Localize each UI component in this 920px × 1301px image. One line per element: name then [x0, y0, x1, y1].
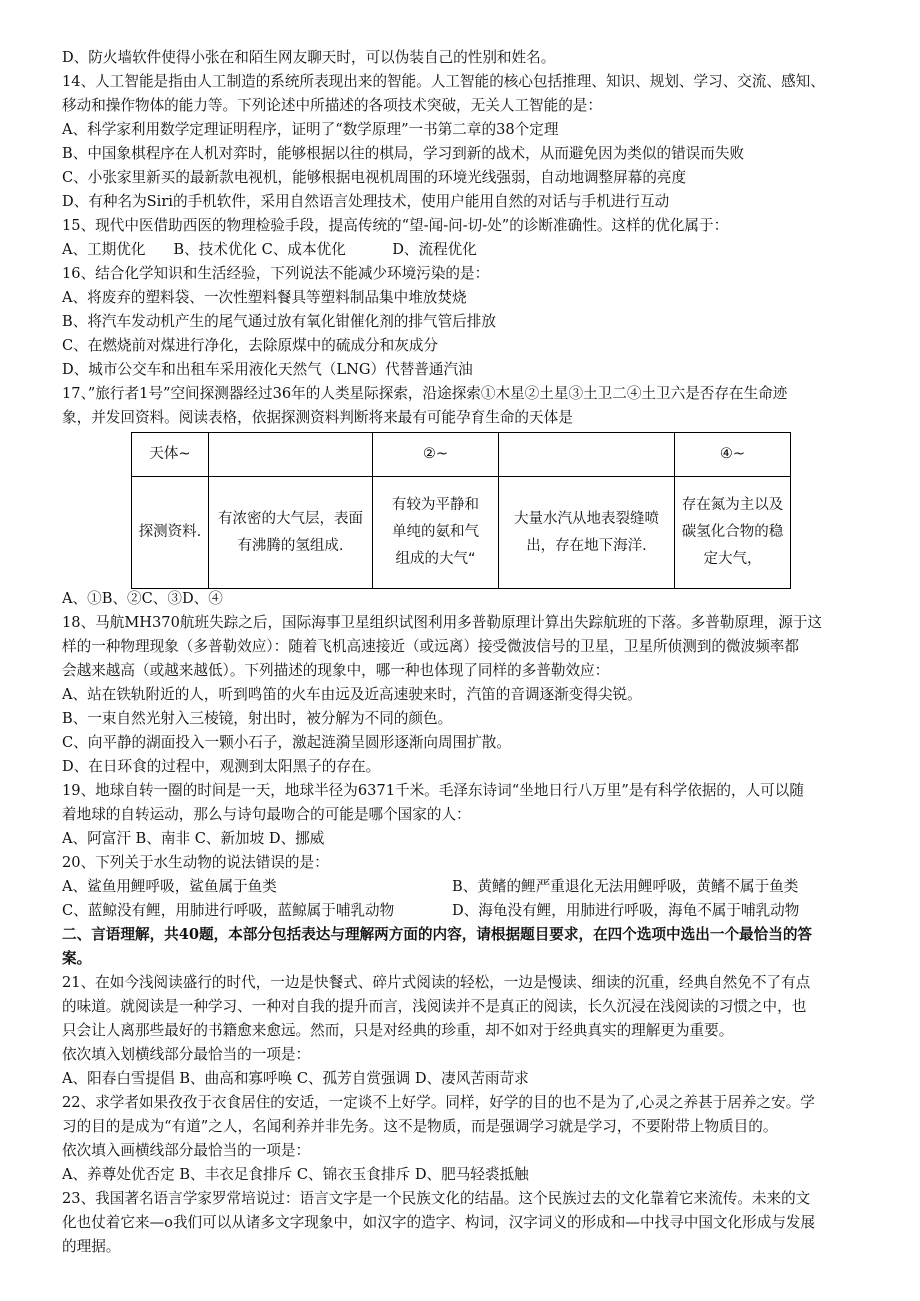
q14-stem-line1: 14、人工智能是指由人工制造的系统所表现出来的智能。人工智能的核心包括推理、知识、规划、学习、交流、感知、 — [62, 73, 825, 90]
q18-stem-line1: 18、马航MH370航班失踪之后，国际海事卫星组织试图利用多普勒原理计算出失踪航班的下落。多普勒原理，源于这 — [62, 614, 823, 631]
q17-options: A、①B、②C、③D、④ — [62, 590, 223, 607]
q15-stem: 15、现代中医借助西医的物理检验手段，提高传统的“望-闻-问-切-处”的诊断准确性。这样的优化属于： — [62, 217, 729, 234]
q19-stem-line2: 着地球的自转运动，那么与诗句最吻合的可能是哪个国家的人： — [62, 806, 471, 823]
table-data-row — [132, 477, 791, 589]
q14-option-c: C、小张家里新买的最新款电视机，能够根据电视机周围的环境光线强弱，自动地调整屏幕的亮度 — [62, 169, 687, 186]
table-cell — [499, 477, 675, 589]
q20-option-c: C、蓝鲸没有鲤，用肺进行呼吸，蓝鲸属于哺乳动物 — [62, 902, 395, 919]
q23-stem-line3: 的理据。 — [62, 1238, 121, 1255]
table-header-cell: ④~ — [675, 433, 791, 477]
q15-options: A、工期优化 B、技术优化 C、成本优化 D、流程优化 — [62, 241, 477, 258]
q18-option-c: C、向平静的湖面投入一颗小石子，激起涟漪呈圆形逐渐向周围扩散。 — [62, 734, 511, 751]
table-cell-line: 有沸腾的氢组成. — [237, 537, 344, 554]
q20-option-b: B、黄鳍的鲤严重退化无法用鲤呼吸，黄鳍不属于鱼类 — [452, 878, 799, 895]
table-header-cell: 天体~ — [132, 433, 209, 477]
q18-stem-line2: 样的一种物理现象（多普勒效应）：随着飞机高速接近（或远离）接受微波信号的卫星，卫星所侦测到的微波频率都 — [62, 638, 799, 655]
q22-stem-line2: 习的目的是成为“有道”之人，名闻利养并非先务。这不是物质，而是强调学习就是学习，不要附带上物质目的。 — [62, 1118, 778, 1135]
q16-option-b: B、将汽车发动机产生的尾气通过放有氧化钳催化剂的排气管后排放 — [62, 313, 496, 330]
q21-instruction: 依次填入划横线部分最恰当的一项是： — [62, 1046, 311, 1063]
q13-option-d: D、防火墙软件使得小张在和陌生网友聊天时，可以伪装自己的性别和姓名。 — [62, 49, 556, 66]
probe-data-table — [131, 432, 791, 589]
table-cell-line: 组成的大气“ — [395, 551, 476, 567]
q20-stem: 20、下列关于水生动物的说法错误的是： — [62, 854, 329, 871]
table-cell-line: 定大气， — [703, 551, 762, 567]
q21-stem-line2: 的味道。就阅读是一种学习、一种对自我的提升而言，浅阅读并不是真正的阅读，长久沉浸在浅阅读的习惯之中，也 — [62, 998, 807, 1015]
q19-stem-line1: 19、地球自转一圈的时间是一天，地球半径为6371千米。毛泽东诗词“坐地日行八万里”是有科学依据的，人可以随 — [62, 782, 804, 799]
table-cell-line: 有浓密的大气层，表面 — [218, 510, 363, 527]
table-header-cell: ②~ — [373, 433, 499, 477]
table-cell — [209, 477, 373, 589]
table-cell — [675, 477, 791, 589]
table-cell — [373, 477, 499, 589]
q16-option-a: A、将废弃的塑料袋、一次性塑料餐具等塑料制品集中堆放焚烧 — [62, 289, 467, 306]
q14-option-a: A、科学家利用数学定理证明程序，证明了“数学原理”一书第二章的38个定理 — [62, 121, 559, 138]
q18-option-d: D、在日环食的过程中，观测到太阳黑子的存在。 — [62, 758, 381, 775]
q22-options: A、养尊处优否定 B、丰衣足食排斥 C、锦衣玉食排斥 D、肥马轻裘抵触 — [62, 1166, 529, 1183]
q23-stem-line2: 化也仗着它来—o我们可以从诸多文字现象中，如汉字的造字、构词，汉字词义的形成和—中找寻中国文化形成与发展 — [62, 1214, 816, 1231]
q20-option-a: A、鲨鱼用鲤呼吸，鲨鱼属于鱼类 — [62, 878, 277, 895]
q21-options: A、阳春白雪提倡 B、曲高和寡呼唤 C、孤芳自赏强调 D、凄风苦雨苛求 — [62, 1070, 529, 1087]
q23-stem-line1: 23、我国著名语言学家罗常培说过：语言文字是一个民族文化的结晶。这个民族过去的文化靠着它来流传。未来的文 — [62, 1190, 811, 1207]
q18-stem-line3: 会越来越高（或越来越低）。下列描述的现象中，哪一种也体现了同样的多普勒效应： — [62, 662, 610, 679]
table-header-cell — [499, 433, 675, 477]
q14-option-d: D、有种名为Siri的手机软件，采用自然语言处理技术，使用户能用自然的对话与手机进行互动 — [62, 193, 670, 210]
q16-option-c: C、在燃烧前对煤进行净化，去除原煤中的硫成分和灰成分 — [62, 337, 439, 354]
section-heading-line1: 二、言语理解，共40题，本部分包括表达与理解两方面的内容，请根据题目要求，在四个选项中选出一个最恰当的答 — [62, 926, 813, 943]
q21-stem-line1: 21、在如今浅阅读盛行的时代，一边是快餐式、碎片式阅读的轻松，一边是慢读、细读的沉重，经典自然免不了有点 — [62, 974, 811, 991]
section-heading-line2: 案。 — [62, 950, 92, 967]
q18-option-b: B、一束自然光射入三棱镜，射出时，被分解为不同的颜色。 — [62, 710, 453, 727]
q19-options: A、阿富汗 B、南非 C、新加坡 D、挪威 — [62, 830, 325, 847]
table-cell-line: 有较为平静和 — [392, 497, 479, 513]
table-header-row — [132, 433, 791, 477]
q16-option-d: D、城市公交车和出租车采用液化天然气（LNG）代替普通汽油 — [62, 361, 473, 378]
table-header-cell — [209, 433, 373, 477]
q21-stem-line3: 只会让人离那些最好的书籍愈来愈远。然而，只是对经典的珍重，却不如对于经典真实的理解更为重要。 — [62, 1022, 734, 1039]
table-cell-line: 存在氮为主以及 — [681, 497, 784, 513]
table-cell-line: 单纯的氨和气 — [392, 524, 479, 540]
table-cell-line: 碳氢化合物的稳 — [681, 524, 784, 540]
table-cell-line: 大量水汽从地表裂缝喷 — [514, 510, 659, 527]
q14-option-b: B、中国象棋程序在人机对弈时，能够根据以往的棋局，学习到新的战术，从而避免因为类似的错误而失败 — [62, 145, 745, 162]
q16-stem: 16、结合化学知识和生活经验，下列说法不能减少环境污染的是： — [62, 265, 490, 282]
table-cell-line: 出，存在地下海洋. — [526, 537, 647, 554]
q22-instruction: 依次填入画横线部分最恰当的一项是： — [62, 1142, 311, 1159]
q20-option-d: D、海龟没有鲤，用肺进行呼吸，海龟不属于哺乳动物 — [452, 902, 800, 919]
q18-option-a: A、站在铁轨附近的人，听到鸣笛的火车由远及近高速驶来时，汽笛的音调逐渐变得尖锐。 — [62, 686, 642, 703]
q17-stem-line1: 17、”旅行者1号”空间探测器经过36年的人类星际探索，沿途探索①木星②土星③土卫二④土卫六是否存在生命迹 — [62, 385, 788, 402]
table-row-label: 探测资料. — [132, 477, 209, 589]
q17-stem-line2: 象，并发回资料。阅读表格，依据探测资料判断将来最有可能孕育生命的天体是 — [62, 409, 573, 426]
q14-stem-line2: 移动和操作物体的能力等。下列论述中所描述的各项技术突破，无关人工智能的是： — [62, 97, 602, 114]
q22-stem-line1: 22、求学者如果孜孜于衣食居住的安适，一定谈不上好学。同样，好学的目的也不是为了,心灵之养甚于居养之安。学 — [62, 1094, 815, 1111]
